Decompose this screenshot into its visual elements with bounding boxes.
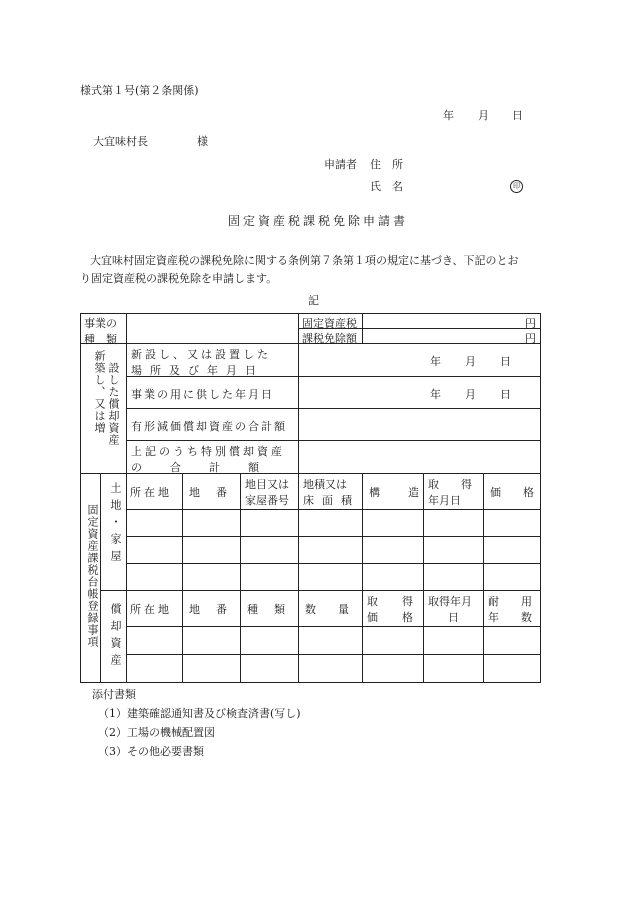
- install-place-label-1: 新設し、又は設置した: [131, 348, 271, 361]
- yen-label-1: 円: [525, 317, 536, 330]
- special-total-label-2: の 合 計 額: [131, 461, 261, 474]
- land-header-acquired-1: 取得: [428, 478, 494, 491]
- use-year: 年: [430, 388, 441, 401]
- land-header-location: [127, 474, 183, 510]
- land-cell[interactable]: [299, 537, 363, 564]
- seal-mark: [510, 178, 523, 193]
- land-house-label: 土地・家屋: [109, 482, 122, 567]
- land-cell[interactable]: [424, 510, 484, 537]
- install-place-label-cell: [127, 344, 299, 377]
- business-type-label-cell: [81, 314, 127, 344]
- date-day-label: 日: [512, 109, 523, 122]
- land-cell[interactable]: [241, 564, 299, 591]
- special-total-label-1: 上記のうち特別償却資産: [131, 445, 285, 458]
- dep-cell[interactable]: [127, 655, 183, 683]
- business-type-label-1: 事業の: [84, 317, 117, 330]
- tax-value-cell-2[interactable]: [363, 329, 541, 344]
- land-header-area-1: 地積又は: [303, 478, 347, 491]
- land-cell[interactable]: [127, 510, 183, 537]
- form-number: 様式第１号(第２条関係): [80, 84, 199, 97]
- land-cell[interactable]: [183, 537, 241, 564]
- land-cell[interactable]: [299, 510, 363, 537]
- dep-cell[interactable]: [299, 627, 363, 655]
- dep-header-acq-price: [363, 591, 437, 627]
- dep-header-acq-price-2: 価格: [367, 611, 437, 624]
- name-label: 氏 名: [370, 180, 403, 193]
- use-date-label-cell: [127, 377, 299, 409]
- land-cell[interactable]: [484, 537, 541, 564]
- business-type-label-2: 種 類: [84, 333, 117, 346]
- land-header-category-2: 家屋番号: [245, 494, 289, 507]
- applicant-label: 申請者: [324, 158, 357, 171]
- land-cell[interactable]: [241, 537, 299, 564]
- date-month-label: 月: [478, 109, 489, 122]
- dep-cell[interactable]: [363, 627, 424, 655]
- application-form-table: [80, 313, 556, 683]
- install-month: 月: [465, 355, 476, 368]
- date-year-label: 年: [443, 109, 454, 122]
- document-title: 固定資産税課税免除申請書: [228, 214, 409, 228]
- install-day: 日: [500, 355, 511, 368]
- land-header-category-1: 地目又は: [245, 478, 289, 491]
- land-header-category: [241, 474, 299, 510]
- dep-header-life-1: 耐用: [488, 595, 554, 608]
- ki-heading: 記: [308, 294, 319, 307]
- dep-header-acq-date: [424, 591, 484, 627]
- dep-cell[interactable]: [424, 655, 484, 683]
- dep-cell[interactable]: [183, 627, 241, 655]
- land-header-lot: [183, 474, 241, 510]
- dep-header-acq-date-2: 日: [448, 611, 459, 624]
- land-cell[interactable]: [484, 564, 541, 591]
- land-cell[interactable]: [127, 537, 183, 564]
- land-header-lot-text: 地番: [189, 486, 243, 499]
- land-cell[interactable]: [299, 564, 363, 591]
- new-assets-group-cell: [81, 344, 127, 474]
- addressee-honorific: 様: [197, 135, 208, 148]
- dep-header-quantity-text: 数量: [305, 603, 371, 616]
- land-cell[interactable]: [424, 537, 484, 564]
- special-total-label-cell: [127, 441, 299, 474]
- land-header-area: [299, 474, 363, 510]
- depreciable-group-cell: [101, 591, 127, 683]
- tangible-total-value-cell[interactable]: [299, 409, 541, 441]
- land-cell[interactable]: [424, 564, 484, 591]
- tax-label-cell-1: [299, 314, 363, 329]
- dep-cell[interactable]: [299, 655, 363, 683]
- land-cell[interactable]: [127, 564, 183, 591]
- new-group-label-2: 設した償却資産: [107, 362, 120, 446]
- land-header-acquired-2: 年月日: [428, 494, 461, 507]
- dep-header-location-text: 所在地: [130, 603, 172, 616]
- land-house-group-cell: [101, 474, 127, 591]
- dep-cell[interactable]: [363, 655, 424, 683]
- ledger-group-cell: [81, 474, 101, 683]
- dep-header-lot: [183, 591, 241, 627]
- land-header-structure-text: 構造: [369, 486, 447, 499]
- new-group-label-1: 新築し、又は増: [93, 350, 106, 434]
- land-cell[interactable]: [363, 564, 424, 591]
- dep-header-location: [127, 591, 183, 627]
- use-date-label: 事業の用に供した年月日: [131, 388, 274, 401]
- tax-value-cell-1[interactable]: [363, 314, 541, 329]
- attachment-item-2: （2）工場の機械配置図: [98, 726, 215, 739]
- use-month: 月: [465, 388, 476, 401]
- special-total-value-cell[interactable]: [299, 441, 541, 474]
- install-place-label-2: 場所及び年月日: [131, 364, 264, 377]
- ledger-label: 固定資産課税台帳登録事項: [86, 504, 99, 648]
- yen-label-2: 円: [525, 332, 536, 345]
- tax-label-2: 課税免除額: [302, 332, 357, 345]
- install-place-value-cell[interactable]: [299, 344, 541, 377]
- tangible-total-label: 有形減価償却資産の合計額: [131, 420, 287, 433]
- dep-header-kind: [241, 591, 299, 627]
- dep-cell[interactable]: [183, 655, 241, 683]
- land-header-location-text: 所在地: [130, 486, 172, 499]
- install-year: 年: [430, 355, 441, 368]
- tangible-total-label-cell: [127, 409, 299, 441]
- seal-icon: 印: [510, 180, 523, 193]
- dep-cell[interactable]: [127, 627, 183, 655]
- land-cell[interactable]: [363, 510, 424, 537]
- use-day: 日: [500, 388, 511, 401]
- business-type-value-cell[interactable]: [127, 314, 299, 344]
- dep-header-life: [484, 591, 554, 627]
- attachment-item-1: （1）建築確認通知書及び検査済書(写し): [98, 707, 301, 720]
- dep-header-quantity: [299, 591, 371, 627]
- dep-cell[interactable]: [241, 655, 299, 683]
- dep-cell[interactable]: [424, 627, 484, 655]
- dep-header-acq-price-1: 取得: [367, 595, 437, 608]
- body-line-2: り固定資産税の課税免除を申請します。: [80, 272, 278, 285]
- land-header-area-2: 床面積: [303, 494, 360, 507]
- land-header-price: [484, 474, 556, 510]
- address-label: 住 所: [370, 158, 403, 171]
- land-cell[interactable]: [484, 510, 541, 537]
- land-header-price-text: 価格: [490, 486, 556, 499]
- attachments-heading: 添付書類: [92, 688, 136, 701]
- dep-cell[interactable]: [241, 627, 299, 655]
- tax-label-cell-2: [299, 329, 363, 344]
- land-cell[interactable]: [183, 510, 241, 537]
- dep-header-acq-date-1: 取得年月: [428, 595, 472, 608]
- dep-header-life-2: 年数: [488, 611, 554, 624]
- dep-cell[interactable]: [484, 627, 541, 655]
- attachment-item-3: （3）その他必要書類: [98, 745, 204, 758]
- dep-header-kind-text: 種類: [247, 603, 301, 616]
- addressee: 大宜味村長: [93, 135, 148, 148]
- land-cell[interactable]: [241, 510, 299, 537]
- dep-cell[interactable]: [484, 655, 541, 683]
- use-date-value-cell[interactable]: [299, 377, 541, 409]
- body-line-1: 大宜味村固定資産税の課税免除に関する条例第７条第１項の規定に基づき、下記のとお: [90, 254, 519, 267]
- land-header-acquired: [424, 474, 494, 510]
- depreciable-label: 償却資産: [109, 603, 122, 671]
- dep-header-lot-text: 地番: [189, 603, 243, 616]
- tax-label-1: 固定資産税: [302, 317, 357, 330]
- land-cell[interactable]: [183, 564, 241, 591]
- land-cell[interactable]: [363, 537, 424, 564]
